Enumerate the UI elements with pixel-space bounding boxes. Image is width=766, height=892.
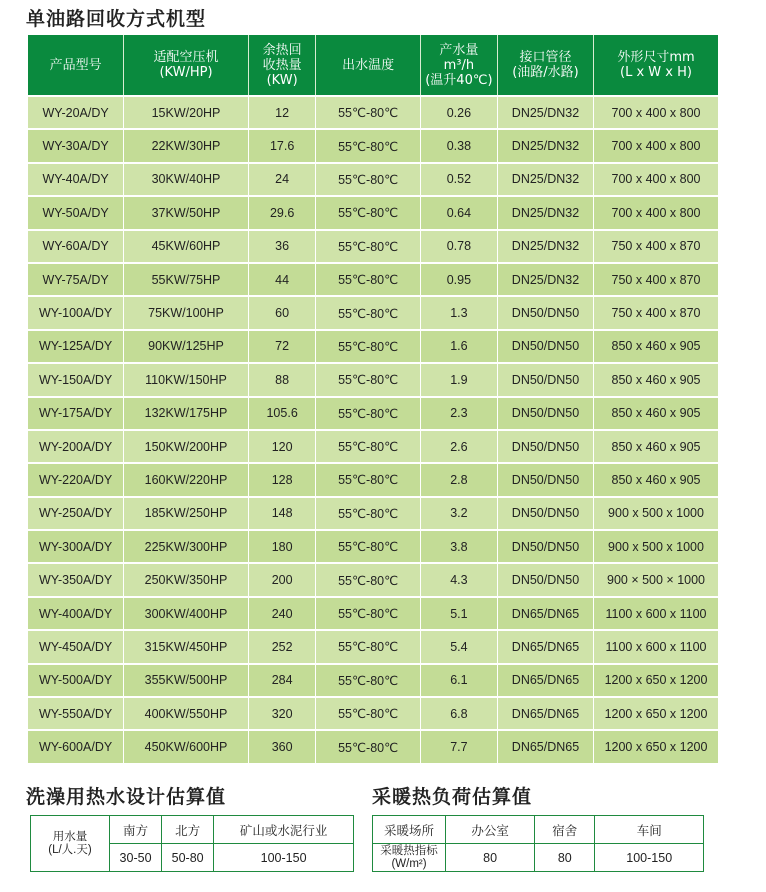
table-row [28, 363, 718, 396]
cell-water-output: 0.64 [420, 196, 497, 229]
cell-heat-recovery: 17.6 [248, 129, 316, 162]
cell-compressor: 315KW/450HP [124, 630, 249, 663]
heating-col-office: 办公室 [446, 816, 535, 844]
cell-pipe-size: DN25/DN32 [497, 129, 593, 162]
header-compressor: 适配空压机 (KW/HP) [124, 35, 249, 96]
cell-water-output: 1.9 [420, 363, 497, 396]
cell-pipe-size: DN25/DN32 [497, 196, 593, 229]
cell-compressor: 355KW/500HP [124, 664, 249, 697]
cell-pipe-size: DN50/DN50 [497, 363, 593, 396]
cell-dimensions: 1200 x 650 x 1200 [594, 697, 718, 730]
heating-table [372, 815, 704, 872]
cell-heat-recovery: 180 [248, 530, 316, 563]
cell-outlet-temp: 55℃-80℃ [316, 630, 420, 663]
heating-header-row [373, 816, 704, 844]
cell-compressor: 300KW/400HP [124, 597, 249, 630]
cell-outlet-temp: 55℃-80℃ [316, 129, 420, 162]
cell-outlet-temp: 55℃-80℃ [316, 196, 420, 229]
cell-heat-recovery: 320 [248, 697, 316, 730]
cell-heat-recovery: 36 [248, 230, 316, 263]
cell-dimensions: 1100 x 600 x 1100 [594, 630, 718, 663]
heating-header-label: 采暖场所 [373, 816, 446, 844]
cell-outlet-temp: 55℃-80℃ [316, 463, 420, 496]
wash-value-mining: 100-150 [214, 844, 354, 872]
cell-outlet-temp: 55℃-80℃ [316, 296, 420, 329]
cell-dimensions: 900 x 500 x 1000 [594, 530, 718, 563]
table-row [28, 563, 718, 596]
cell-compressor: 132KW/175HP [124, 397, 249, 430]
cell-compressor: 400KW/550HP [124, 697, 249, 730]
cell-heat-recovery: 44 [248, 263, 316, 296]
cell-dimensions: 700 x 400 x 800 [594, 129, 718, 162]
cell-model: WY-350A/DY [28, 563, 124, 596]
cell-heat-recovery: 29.6 [248, 196, 316, 229]
cell-pipe-size: DN65/DN65 [497, 697, 593, 730]
cell-pipe-size: DN25/DN32 [497, 263, 593, 296]
cell-compressor: 55KW/75HP [124, 263, 249, 296]
cell-compressor: 450KW/600HP [124, 730, 249, 762]
cell-compressor: 22KW/30HP [124, 129, 249, 162]
cell-compressor: 150KW/200HP [124, 430, 249, 463]
cell-pipe-size: DN50/DN50 [497, 397, 593, 430]
cell-dimensions: 700 x 400 x 800 [594, 96, 718, 129]
header-outlet-temp: 出水温度 [316, 35, 420, 96]
cell-model: WY-50A/DY [28, 196, 124, 229]
cell-water-output: 6.8 [420, 697, 497, 730]
cell-compressor: 90KW/125HP [124, 330, 249, 363]
heating-value-workshop: 100-150 [595, 844, 704, 872]
cell-compressor: 15KW/20HP [124, 96, 249, 129]
heating-col-workshop: 车间 [595, 816, 704, 844]
cell-heat-recovery: 128 [248, 463, 316, 496]
cell-heat-recovery: 148 [248, 497, 316, 530]
cell-dimensions: 850 x 460 x 905 [594, 463, 718, 496]
wash-col-mining: 矿山或水泥行业 [214, 816, 354, 844]
cell-compressor: 110KW/150HP [124, 363, 249, 396]
cell-water-output: 3.2 [420, 497, 497, 530]
table-row [28, 129, 718, 162]
cell-dimensions: 900 × 500 × 1000 [594, 563, 718, 596]
table-row [28, 163, 718, 196]
cell-model: WY-600A/DY [28, 730, 124, 762]
cell-water-output: 1.3 [420, 296, 497, 329]
cell-pipe-size: DN25/DN32 [497, 230, 593, 263]
cell-model: WY-125A/DY [28, 330, 124, 363]
wash-header-row [31, 816, 354, 844]
cell-outlet-temp: 55℃-80℃ [316, 664, 420, 697]
cell-water-output: 3.8 [420, 530, 497, 563]
header-model: 产品型号 [28, 35, 124, 96]
cell-outlet-temp: 55℃-80℃ [316, 730, 420, 762]
table-row [28, 96, 718, 129]
cell-dimensions: 1100 x 600 x 1100 [594, 597, 718, 630]
cell-pipe-size: DN50/DN50 [497, 463, 593, 496]
header-water-output: 产水量 m³/h (温升40℃) [420, 35, 497, 96]
cell-model: WY-175A/DY [28, 397, 124, 430]
table-row [28, 330, 718, 363]
table-row [28, 730, 718, 762]
cell-outlet-temp: 55℃-80℃ [316, 563, 420, 596]
heating-table-title: 采暖热负荷估算值 [372, 786, 533, 808]
cell-pipe-size: DN65/DN65 [497, 664, 593, 697]
cell-outlet-temp: 55℃-80℃ [316, 497, 420, 530]
cell-pipe-size: DN25/DN32 [497, 96, 593, 129]
wash-table [30, 815, 354, 872]
cell-compressor: 30KW/40HP [124, 163, 249, 196]
header-dimensions: 外形尺寸mm (L x W x H) [594, 35, 718, 96]
cell-pipe-size: DN50/DN50 [497, 497, 593, 530]
cell-model: WY-550A/DY [28, 697, 124, 730]
header-pipe-size: 接口管径 (油路/水路) [497, 35, 593, 96]
table-row [28, 430, 718, 463]
cell-pipe-size: DN25/DN32 [497, 163, 593, 196]
cell-model: WY-450A/DY [28, 630, 124, 663]
cell-heat-recovery: 360 [248, 730, 316, 762]
cell-dimensions: 850 x 460 x 905 [594, 363, 718, 396]
heating-value-row [373, 844, 704, 872]
cell-outlet-temp: 55℃-80℃ [316, 330, 420, 363]
cell-dimensions: 850 x 460 x 905 [594, 397, 718, 430]
table-row [28, 196, 718, 229]
cell-water-output: 5.4 [420, 630, 497, 663]
spec-table [28, 35, 718, 763]
cell-model: WY-500A/DY [28, 664, 124, 697]
heating-index-label: 采暖热指标 (W/m²) [373, 844, 446, 872]
cell-pipe-size: DN50/DN50 [497, 330, 593, 363]
cell-water-output: 2.6 [420, 430, 497, 463]
table-row [28, 664, 718, 697]
wash-row-header: 用水量 (L/人.天) [31, 816, 110, 872]
heating-value-office: 80 [446, 844, 535, 872]
cell-pipe-size: DN65/DN65 [497, 630, 593, 663]
cell-pipe-size: DN65/DN65 [497, 597, 593, 630]
cell-outlet-temp: 55℃-80℃ [316, 263, 420, 296]
cell-water-output: 7.7 [420, 730, 497, 762]
cell-heat-recovery: 284 [248, 664, 316, 697]
cell-water-output: 0.78 [420, 230, 497, 263]
header-heat-recovery: 余热回 收热量 (KW) [248, 35, 316, 96]
cell-pipe-size: DN65/DN65 [497, 730, 593, 762]
cell-water-output: 1.6 [420, 330, 497, 363]
cell-outlet-temp: 55℃-80℃ [316, 230, 420, 263]
cell-outlet-temp: 55℃-80℃ [316, 697, 420, 730]
cell-model: WY-400A/DY [28, 597, 124, 630]
table-row [28, 463, 718, 496]
cell-compressor: 37KW/50HP [124, 196, 249, 229]
cell-dimensions: 850 x 460 x 905 [594, 330, 718, 363]
cell-dimensions: 750 x 400 x 870 [594, 230, 718, 263]
cell-water-output: 0.95 [420, 263, 497, 296]
cell-model: WY-300A/DY [28, 530, 124, 563]
cell-heat-recovery: 24 [248, 163, 316, 196]
cell-model: WY-30A/DY [28, 129, 124, 162]
cell-model: WY-250A/DY [28, 497, 124, 530]
table-row [28, 597, 718, 630]
cell-compressor: 45KW/60HP [124, 230, 249, 263]
wash-table-title: 洗澡用热水设计估算值 [26, 786, 227, 808]
cell-compressor: 185KW/250HP [124, 497, 249, 530]
cell-heat-recovery: 72 [248, 330, 316, 363]
cell-heat-recovery: 60 [248, 296, 316, 329]
table-row [28, 530, 718, 563]
cell-model: WY-40A/DY [28, 163, 124, 196]
cell-model: WY-220A/DY [28, 463, 124, 496]
cell-water-output: 4.3 [420, 563, 497, 596]
cell-model: WY-200A/DY [28, 430, 124, 463]
cell-water-output: 0.26 [420, 96, 497, 129]
table-row [28, 497, 718, 530]
table-row [28, 397, 718, 430]
wash-col-south: 南方 [110, 816, 162, 844]
cell-model: WY-75A/DY [28, 263, 124, 296]
cell-dimensions: 750 x 400 x 870 [594, 296, 718, 329]
cell-pipe-size: DN50/DN50 [497, 430, 593, 463]
cell-outlet-temp: 55℃-80℃ [316, 430, 420, 463]
cell-heat-recovery: 240 [248, 597, 316, 630]
cell-water-output: 0.52 [420, 163, 497, 196]
cell-compressor: 250KW/350HP [124, 563, 249, 596]
table-row [28, 263, 718, 296]
cell-outlet-temp: 55℃-80℃ [316, 597, 420, 630]
cell-model: WY-60A/DY [28, 230, 124, 263]
cell-model: WY-100A/DY [28, 296, 124, 329]
cell-model: WY-150A/DY [28, 363, 124, 396]
cell-heat-recovery: 105.6 [248, 397, 316, 430]
cell-heat-recovery: 88 [248, 363, 316, 396]
cell-dimensions: 700 x 400 x 800 [594, 163, 718, 196]
cell-water-output: 6.1 [420, 664, 497, 697]
wash-value-south: 30-50 [110, 844, 162, 872]
cell-dimensions: 700 x 400 x 800 [594, 196, 718, 229]
cell-water-output: 2.8 [420, 463, 497, 496]
cell-water-output: 0.38 [420, 129, 497, 162]
spec-table-header-row [28, 35, 718, 96]
cell-heat-recovery: 12 [248, 96, 316, 129]
cell-dimensions: 900 x 500 x 1000 [594, 497, 718, 530]
table-row [28, 230, 718, 263]
table-row [28, 630, 718, 663]
cell-outlet-temp: 55℃-80℃ [316, 163, 420, 196]
table-row [28, 296, 718, 329]
heating-value-dorm: 80 [535, 844, 595, 872]
wash-col-north: 北方 [162, 816, 214, 844]
cell-dimensions: 1200 x 650 x 1200 [594, 664, 718, 697]
cell-dimensions: 1200 x 650 x 1200 [594, 730, 718, 762]
cell-pipe-size: DN50/DN50 [497, 530, 593, 563]
cell-dimensions: 850 x 460 x 905 [594, 430, 718, 463]
cell-pipe-size: DN50/DN50 [497, 296, 593, 329]
cell-heat-recovery: 120 [248, 430, 316, 463]
cell-compressor: 75KW/100HP [124, 296, 249, 329]
cell-outlet-temp: 55℃-80℃ [316, 397, 420, 430]
cell-outlet-temp: 55℃-80℃ [316, 530, 420, 563]
cell-outlet-temp: 55℃-80℃ [316, 363, 420, 396]
table-row [28, 697, 718, 730]
cell-heat-recovery: 200 [248, 563, 316, 596]
cell-water-output: 5.1 [420, 597, 497, 630]
main-table-title: 单油路回收方式机型 [26, 8, 207, 30]
cell-outlet-temp: 55℃-80℃ [316, 96, 420, 129]
cell-dimensions: 750 x 400 x 870 [594, 263, 718, 296]
wash-value-north: 50-80 [162, 844, 214, 872]
cell-compressor: 225KW/300HP [124, 530, 249, 563]
cell-water-output: 2.3 [420, 397, 497, 430]
cell-heat-recovery: 252 [248, 630, 316, 663]
cell-pipe-size: DN50/DN50 [497, 563, 593, 596]
heating-col-dorm: 宿舍 [535, 816, 595, 844]
cell-compressor: 160KW/220HP [124, 463, 249, 496]
cell-model: WY-20A/DY [28, 96, 124, 129]
